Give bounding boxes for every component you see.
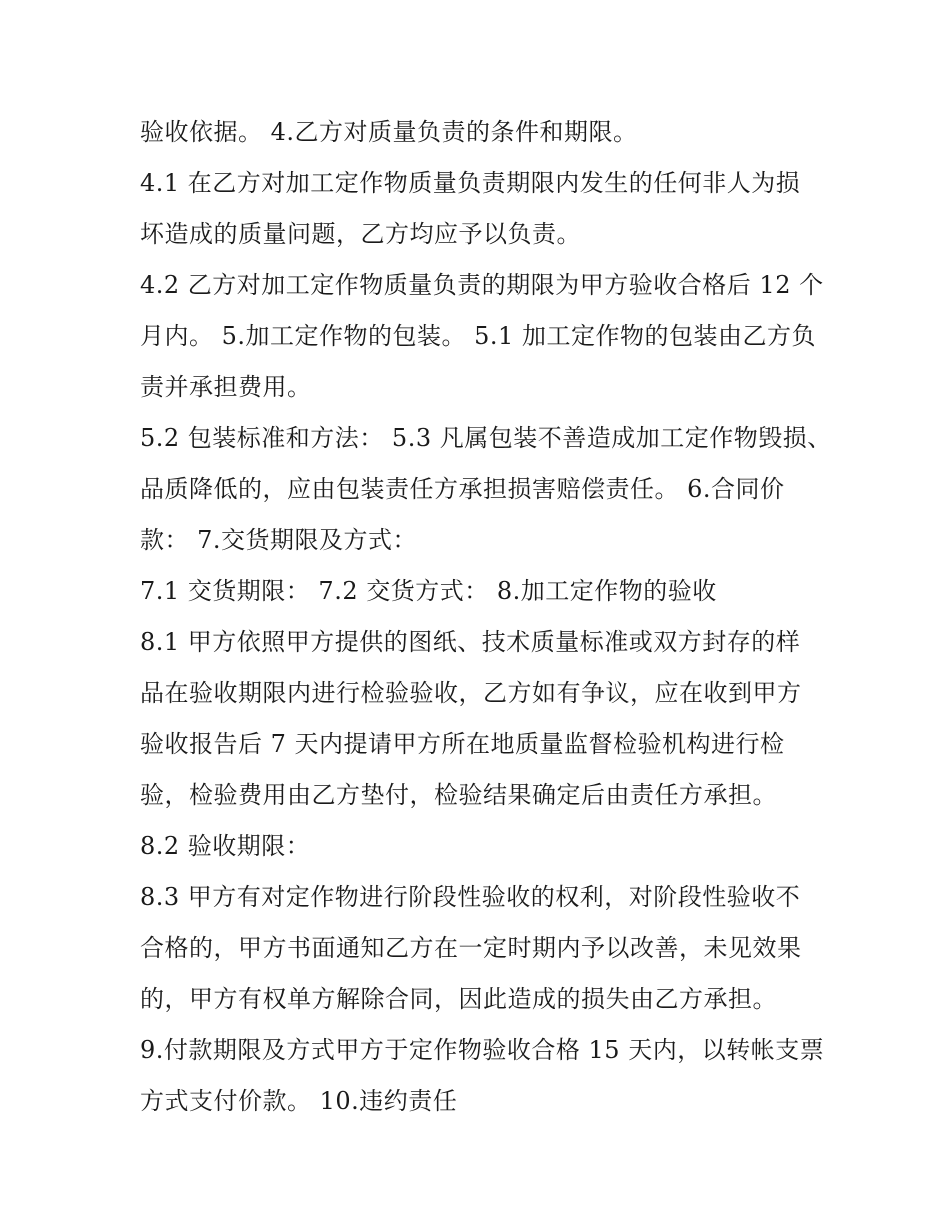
text-line: 品在验收期限内进行检验验收，乙方如有争议，应在收到甲方 — [140, 679, 802, 707]
text-line: 款： 7.交货期限及方式： — [140, 526, 418, 554]
text-line: 方式支付价款。 10.违约责任 — [140, 1087, 458, 1115]
text-line: 月内。 5.加工定作物的包装。 5.1 加工定作物的包装由乙方负 — [140, 322, 816, 350]
document-body — [140, 107, 832, 1127]
text-line: 5.2 包装标准和方法： 5.3 凡属包装不善造成加工定作物毁损、 — [140, 424, 832, 452]
text-line: 8.1 甲方依照甲方提供的图纸、技术质量标准或双方封存的样 — [140, 628, 801, 656]
text-line: 4.2 乙方对加工定作物质量负责的期限为甲方验收合格后 12 个 — [140, 271, 824, 299]
text-line: 合格的，甲方书面通知乙方在一定时期内予以改善，未见效果 — [140, 934, 802, 962]
text-line: 8.2 验收期限： — [140, 832, 311, 860]
text-line: 品质降低的，应由包装责任方承担损害赔偿责任。 6.合同价 — [140, 475, 785, 503]
text-line: 验收报告后 7 天内提请甲方所在地质量监督检验机构进行检 — [140, 730, 785, 758]
text-line: 验收依据。 4.乙方对质量负责的条件和期限。 — [140, 118, 638, 146]
text-line: 8.3 甲方有对定作物进行阶段性验收的权利，对阶段性验收不 — [140, 883, 801, 911]
text-line: 坏造成的质量问题，乙方均应予以负责。 — [140, 220, 581, 248]
text-line: 验，检验费用由乙方垫付，检验结果确定后由责任方承担。 — [140, 781, 777, 809]
text-line: 7.1 交货期限： 7.2 交货方式： 8.加工定作物的验收 — [140, 577, 717, 605]
text-line: 责并承担费用。 — [140, 373, 312, 401]
text-line: 的，甲方有权单方解除合同，因此造成的损失由乙方承担。 — [140, 985, 777, 1013]
text-line: 4.1 在乙方对加工定作物质量负责期限内发生的任何非人为损 — [140, 169, 801, 197]
text-line: 9.付款期限及方式甲方于定作物验收合格 15 天内，以转帐支票 — [140, 1036, 825, 1064]
